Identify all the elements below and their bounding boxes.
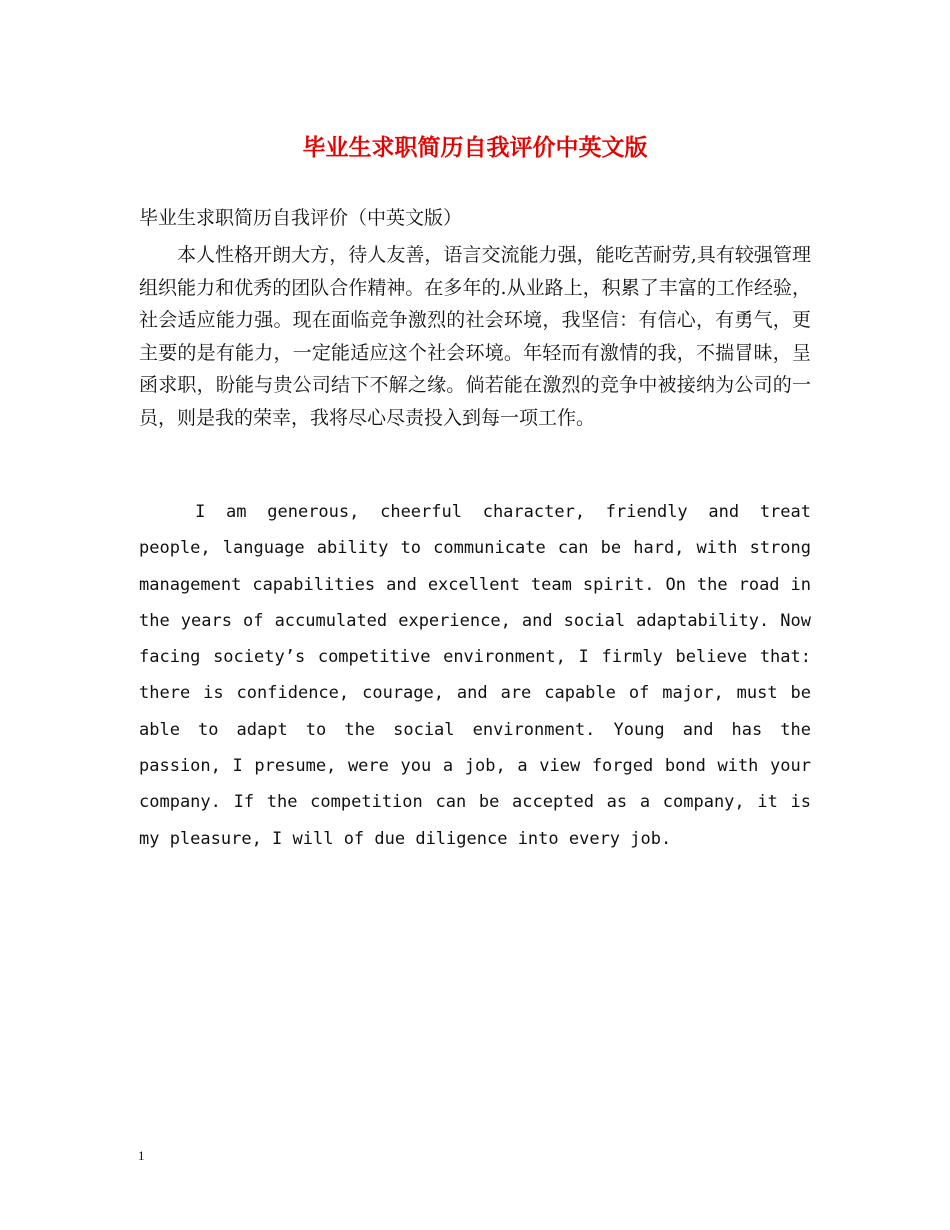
document-subtitle: 毕业生求职简历自我评价（中英文版）	[139, 207, 463, 229]
page-number: 1	[138, 1148, 145, 1163]
document-title: 毕业生求职简历自我评价中英文版	[302, 134, 648, 161]
chinese-paragraph: 本人性格开朗大方，待人友善，语言交流能力强，能吃苦耐劳,具有较强管理组织能力和优秀的团队合作精神。在多年的.从业路上，积累了丰富的工作经验，社会适应能力强。现在面临竞争激烈的社会环境，我坚信：有信心，有勇气，更主要的是有能力，一定能适应这个社会环境。年轻而有激情的我，不揣冒昧，呈函求职，盼能与贵公司结下不解之缘。倘若能在激烈的竞争中被接纳为公司的一员，则是我的荣幸，我将尽心尽责投入到每一项工作。	[139, 244, 811, 429]
english-paragraph: I am generous, cheerful character, friendly and treat people, language ability to communicate can be hard, with strong management capabilities and excellent team spirit. On the road in the years of accumulated experience, and social adaptability. Now facing society’s competitive environment, I firmly believe that: there is confidence, courage, and are capable of major, must be able to adapt to the social environment. Young and has the passion, I presume, were you a job, a view forged bond with your company. If the competition can be accepted as a company, it is my pleasure, I will of due diligence into every job.	[139, 502, 811, 849]
